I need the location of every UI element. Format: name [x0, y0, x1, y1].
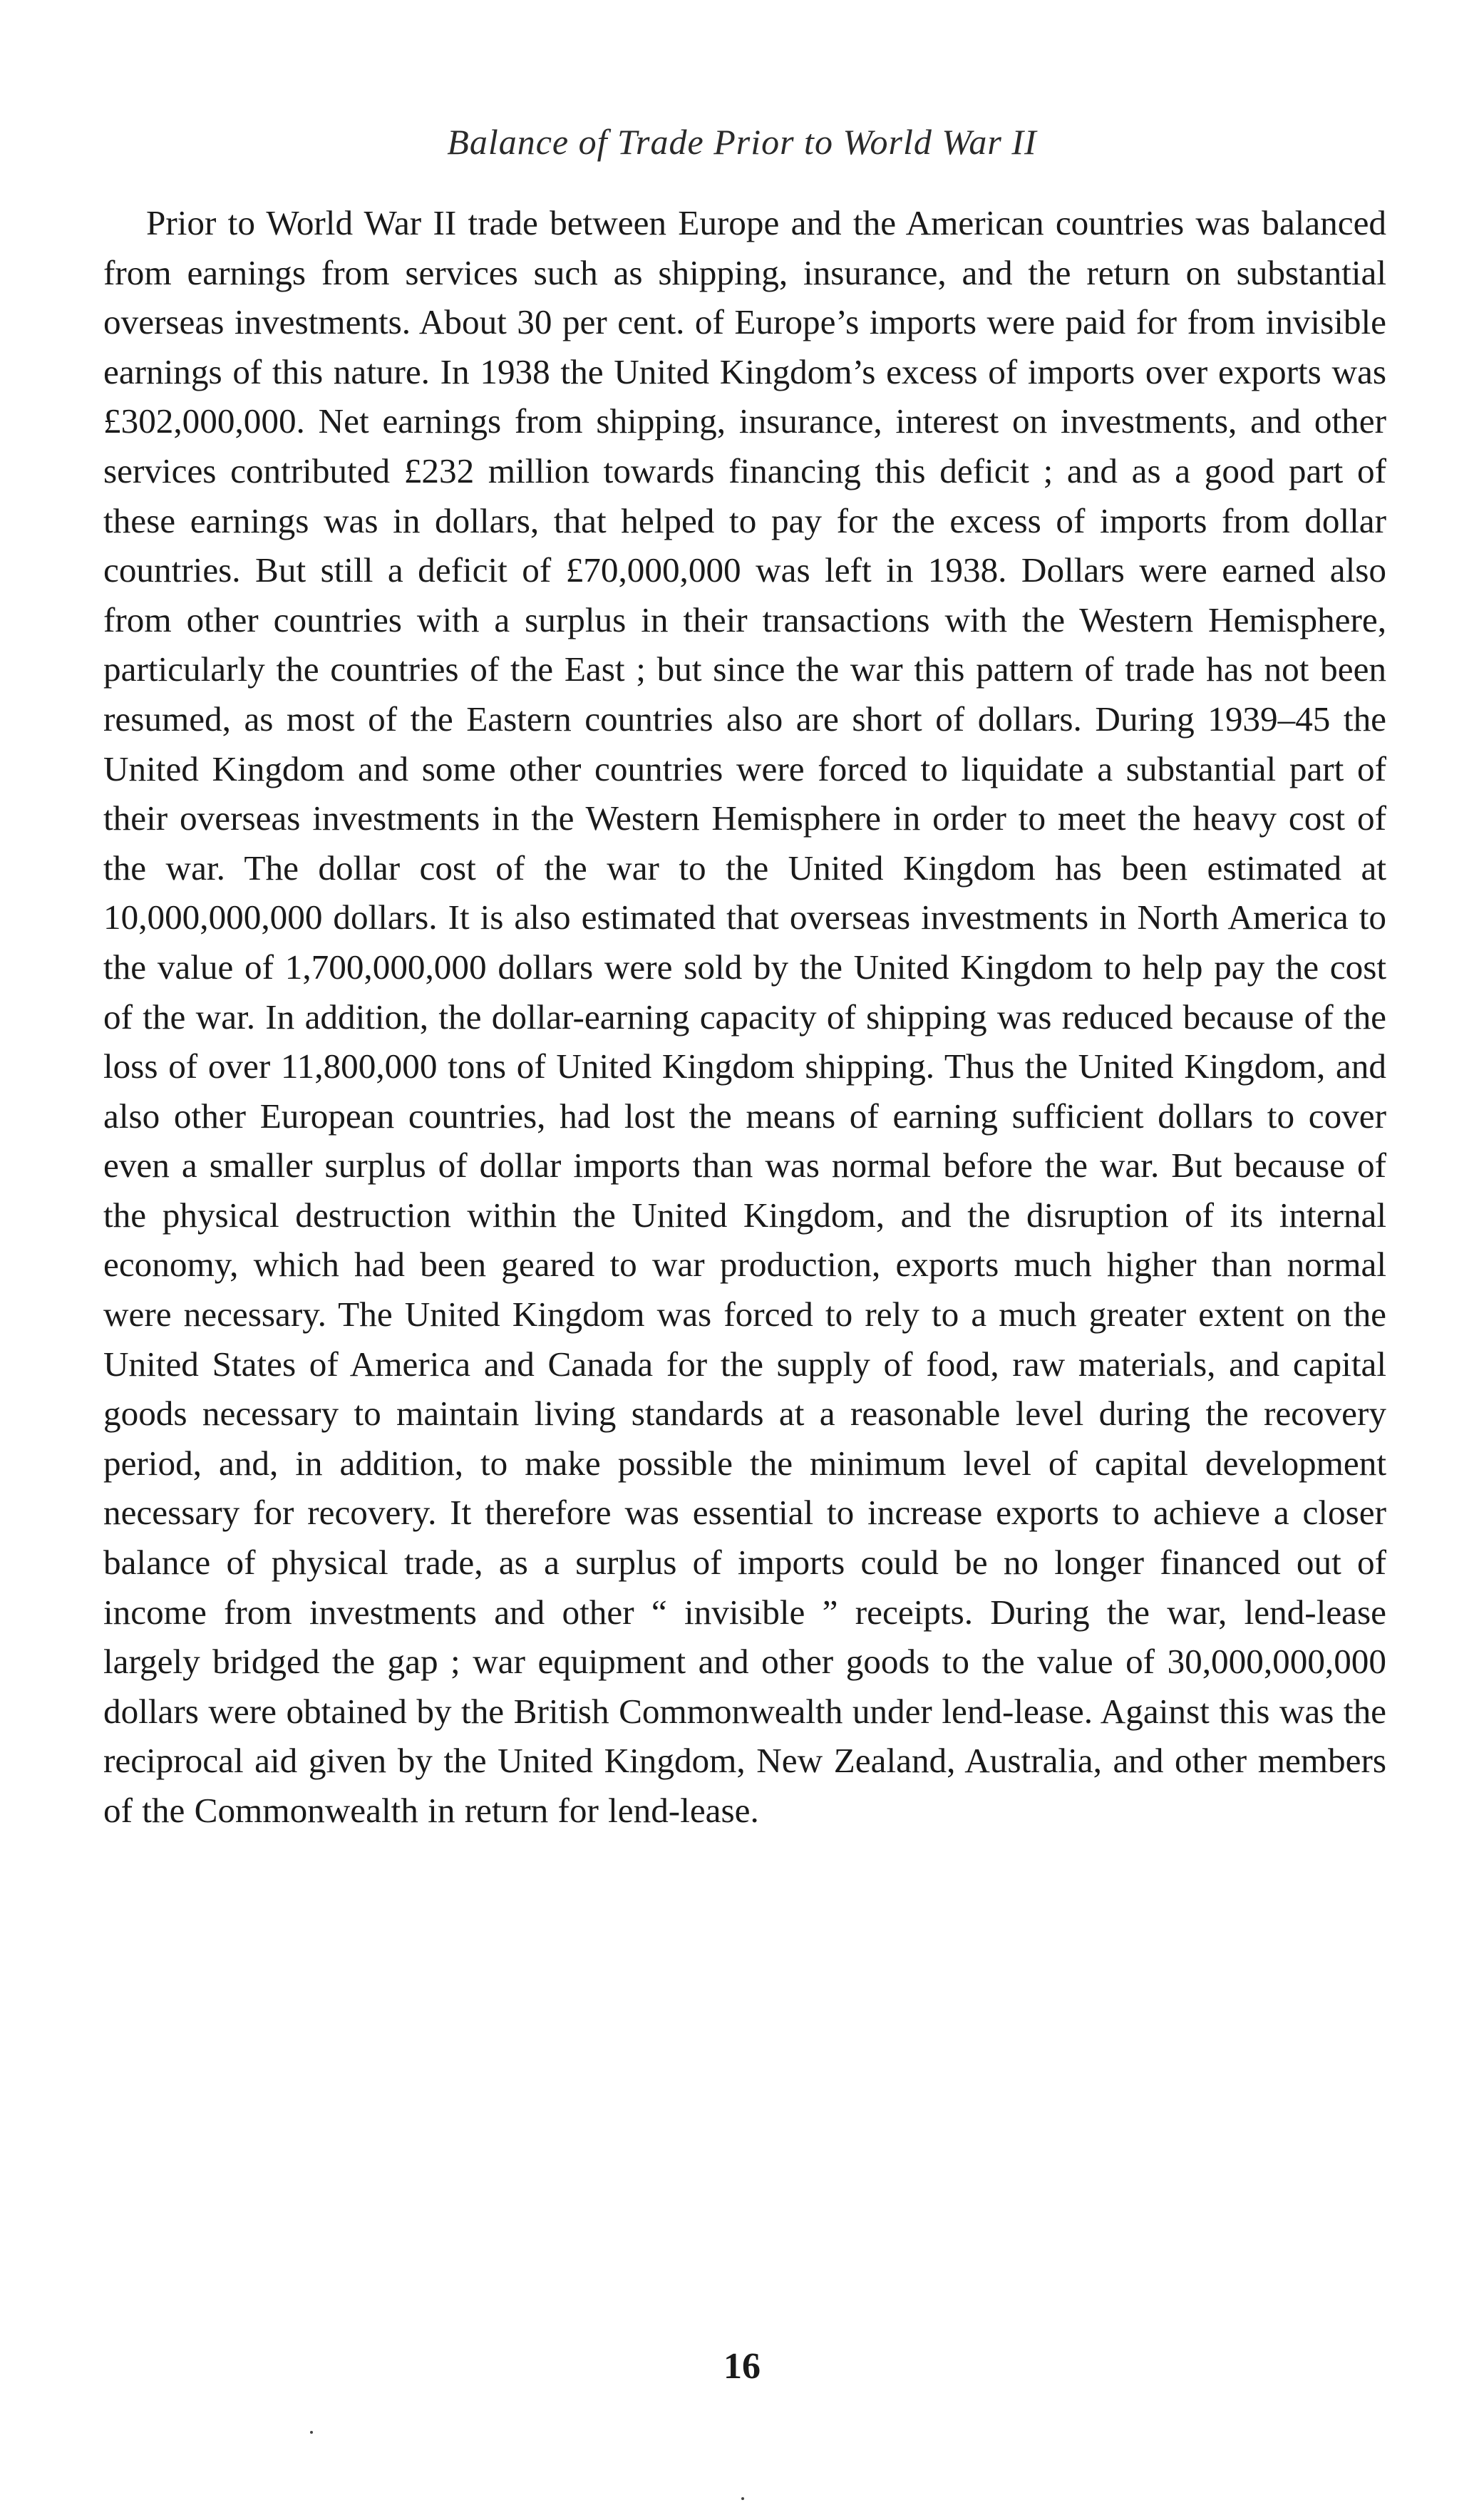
body-paragraph: Prior to World War II trade between Europe and the American countries was balanced from earnings from services such as shipping, insurance, and the return on substantial overseas investments. About 30 per cent. of Europe’s imports were paid for from invisible earnings of this nature. In 1938 the United Kingdom’s excess of imports over exports was £302,000,000. Net earnings from shipping, insurance, interest on investments, and other services contributed £232 million towards financing this deficit ; and as a good part of these earnings was in dollars, that helped to pay for the excess of imports from dollar countries. But still a deficit of £70,000,000 was left in 1938. Dollars were earned also from other countries with a surplus in their transactions with the Western Hemisphere, particularly the countries of the East ; but since the war this pattern of trade has not been resumed, as most of the Eastern countries also are short of dollars. During 1939–45 the United Kingdom and some other countries were forced to liquidate a substantial part of their overseas investments in the Western Hemisphere in order to meet the heavy cost of the war. The dollar cost of the war to the United Kingdom has been estimated at 10,000,000,000 dollars. It is also estimated that overseas investments in North America to the value of 1,700,000,000 dollars were sold by the United Kingdom to help pay the cost of the war. In addition, the dollar-earning capacity of shipping was reduced because of the loss of over 11,800,000 tons of United Kingdom shipping. Thus the United Kingdom, and also other European countries, had lost the means of earning sufficient dollars to cover even a smaller surplus of dollar imports than was normal before the war. But because of the physical destruction within the United Kingdom, and the disruption of its internal economy, which had been geared to war production, exports much higher than normal were necessary. The United Kingdom was forced to rely to a much greater extent on the United States of America and Canada for the supply of food, raw materials, and capital goods necessary to maintain living standards at a reasonable level during the recovery period, and, in addition, to make possible the minimum level of capital development necessary for recovery. It therefore was essential to increase exports to achieve a closer balance of physical trade, as a surplus of imports could be no longer financed out of income from investments and other “ invisible ” receipts. During the war, lend-lease largely bridged the gap ; war equipment and other goods to the value of 30,000,000,000 dollars were obtained by the British Commonwealth under lend-lease. Against this was the reciprocal aid given by the United Kingdom, New Zealand, Australia, and other members of the Commonwealth in return for lend-lease.: [103, 203, 1386, 1830]
running-head-title: Balance of Trade Prior to World War II: [447, 122, 1037, 162]
scan-speck: [310, 2431, 313, 2434]
scan-speck: [741, 2497, 744, 2500]
page-number: 16: [723, 2346, 761, 2387]
